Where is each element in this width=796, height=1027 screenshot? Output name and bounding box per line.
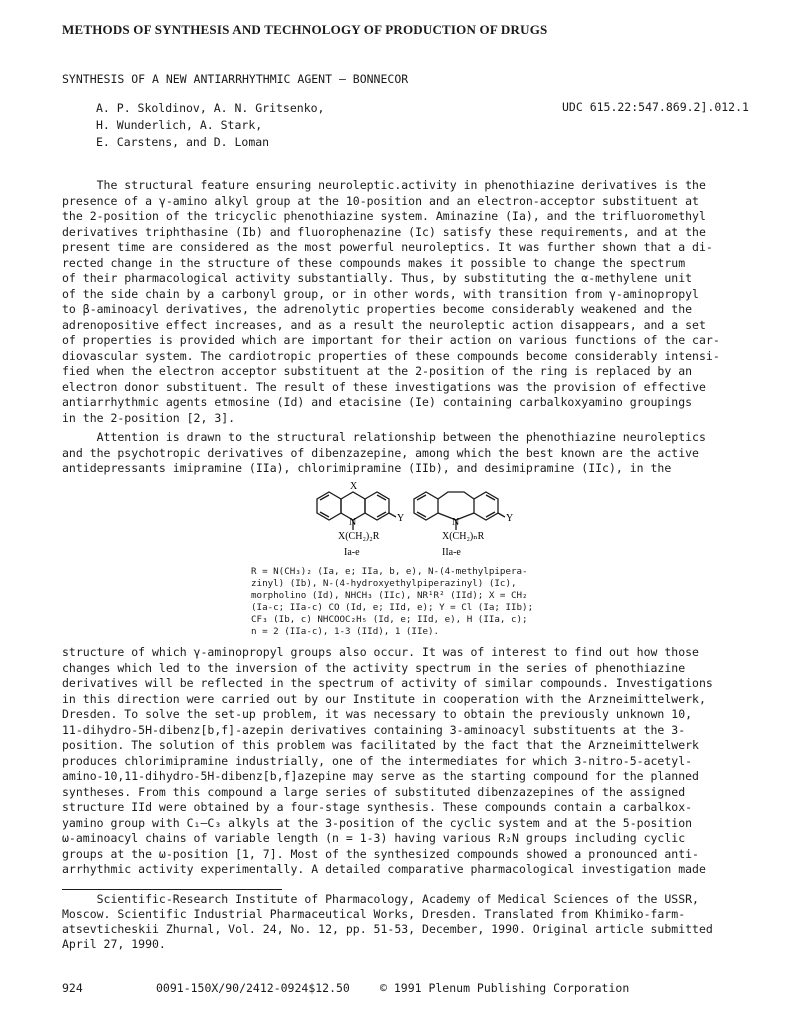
text-line: groups at the ω-position [1, 7]. Most of the synthesized compounds showed a pronounced anti-: [62, 846, 699, 861]
structure-legend: [251, 566, 533, 638]
text-line: and the psychotropic derivatives of dibenzazepine, among which the best known are the active: [62, 445, 699, 460]
ring-atom-n-2: N: [452, 517, 460, 528]
legend-line: n = 2 (IIa-c), 1-3 (IId), 1 (IIe).: [251, 626, 440, 637]
legend-line: (Ia-c; IIa-c) CO (Id, e; IId, e); Y = Cl (Ia; IIb);: [251, 602, 534, 613]
text-line: amino-10,11-dihydro-5H-dibenz[b,f]azepine may serve as the starting compound for the planned: [62, 769, 699, 783]
author-line: A. P. Skoldinov, A. N. Gritsenko,: [96, 101, 325, 115]
text-line: derivatives triphthasine (Ib) and fluorophenazine (Ic) satisfy these requirements, and at the: [62, 224, 706, 239]
text-line: of the side chain by a carbonyl group, or in other words, with transition from γ-aminopropyl: [62, 286, 699, 301]
text-line: present time are considered as the most powerful neuroleptics. It was further shown that a di-: [62, 240, 713, 254]
text-line: changes which led to the inversion of the activity spectrum in the series of phenothiazine: [62, 660, 686, 675]
footnote-line: Moscow. Scientific Industrial Pharmaceutical Works, Dresden. Translated from Khimiko-farm-: [62, 907, 686, 921]
text-line: structure of which γ-aminopropyl groups also occur. It was of interest to find out how those: [62, 645, 699, 659]
structure-label-2: IIa-e: [442, 547, 461, 558]
substituent-y: Y: [397, 513, 405, 524]
text-line: ω-aminoacyl chains of variable length (n = 1-3) having various R₂N groups including cyclic: [62, 831, 686, 845]
footnote-divider: [62, 889, 282, 890]
text-line: of properties is provided which are important for their action on various functions of the car-: [62, 333, 720, 347]
text-line: The structural feature ensuring neuroleptic.activity in phenothiazine derivatives is the: [62, 178, 706, 192]
footnote-line: April 27, 1990.: [62, 937, 166, 951]
issn-price: 0091-150X/90/2412-0924$12.50: [156, 981, 350, 995]
dibenzazepine-structure: [414, 492, 505, 530]
author-list: [96, 100, 324, 151]
footnote-line: atsevticheskii Zhurnal, Vol. 24, No. 12, pp. 51-53, December, 1990. Original article submitted: [62, 922, 713, 936]
text-line: structure IId were obtained by a four-stage synthesis. These compounds contain a carbalkox-: [62, 800, 693, 814]
body-paragraph-2: [62, 430, 762, 477]
text-line: yamino group with C₁–C₃ alkyls at the 3-position of the cyclic system and at the 5-position: [62, 815, 693, 830]
text-line: presence of a γ-amino alkyl group at the 10-position and an electron-acceptor substituent at: [62, 193, 699, 208]
legend-line: CF₃ (Ib, c) NHCOOC₂H₅ (Id, e; IId, e), H (IIa, c);: [251, 614, 528, 625]
text-line: fied when the electron acceptor substituent at the 2-position of the ring is replaced by an: [62, 364, 693, 378]
page-number: 924: [62, 981, 83, 995]
text-line: antiarrhythmic agents etmosine (Id) and etacisine (Ie) containing carbalkoxyamino groupings: [62, 395, 693, 409]
structure-label-1: Ia-e: [344, 547, 360, 558]
text-line: rected change in the structure of these compounds makes it possible to change the spectrum: [62, 255, 686, 270]
text-line: syntheses. From this compound a large series of substituted dibenzazepines of the assigned: [62, 784, 686, 799]
footnote-line: Scientific-Research Institute of Pharmacology, Academy of Medical Sciences of the USSR,: [62, 892, 699, 906]
copyright-notice: © 1991 Plenum Publishing Corporation: [380, 981, 630, 995]
chemical-structures-figure: [300, 478, 550, 562]
text-line: position. The solution of this problem was facilitated by the fact that the Arzneimittelwerk: [62, 738, 699, 752]
substituent-y-2: Y: [506, 513, 514, 524]
text-line: to β-aminoacyl derivatives, the adrenolytic properties become considerably weakened and the: [62, 302, 693, 316]
text-line: the 2-position of the tricyclic phenothiazine system. Aminazine (Ia), and the trifluoromethyl: [62, 209, 706, 223]
side-chain-label-2: X(CH₂)ₙR: [442, 531, 485, 542]
udc-code: UDC 615.22:547.869.2].012.1: [562, 100, 749, 114]
text-line: Attention is drawn to the structural relationship between the phenothiazine neuroleptics: [62, 430, 706, 444]
journal-section-header: METHODS OF SYNTHESIS AND TECHNOLOGY OF PRODUCTION OF DRUGS: [62, 22, 548, 37]
article-title: SYNTHESIS OF A NEW ANTIARRHYTHMIC AGENT — BONNECOR: [62, 72, 409, 86]
side-chain-label: X(CH₂)₂R: [338, 531, 380, 542]
affiliation-footnote: [62, 892, 762, 952]
body-paragraph-3: [62, 645, 762, 878]
legend-line: R = N(CH₃)₂ (Ia, e; IIa, b, e), N-(4-methylpipera-: [251, 566, 528, 577]
text-line: Dresden. To solve the set-up problem, it was necessary to obtain the previously unknown 10,: [62, 707, 693, 721]
text-line: electron donor substituent. The result of these investigations was the provision of effective: [62, 379, 706, 394]
legend-line: zinyl) (Ib), N-(4-hydroxyethylpiperazinyl) (Ic),: [251, 578, 517, 589]
ring-atom-n: N: [349, 517, 357, 528]
ring-atom-x: X: [350, 481, 358, 492]
author-line: H. Wunderlich, A. Stark,: [96, 118, 263, 132]
text-line: diovascular system. The cardiotropic properties of these compounds become considerably intensi-: [62, 348, 720, 363]
legend-line: morpholino (Id), NHCH₃ (IIc), NR¹R² (IId); X = CH₂: [251, 590, 528, 601]
text-line: derivatives will be reflected in the spectrum of activity of similar compounds. Investigations: [62, 676, 713, 690]
author-line: E. Carstens, and D. Loman: [96, 135, 270, 149]
text-line: 11-dihydro-5H-dibenz[b,f]-azepin derivatives containing 3-aminoacyl substituents at the 3-: [62, 722, 686, 737]
text-line: of their pharmacological activity substantially. Thus, by substituting the α-methylene unit: [62, 271, 693, 285]
text-line: adrenopositive effect increases, and as a result the neuroleptic action disappears, and a set: [62, 317, 706, 332]
phenothiazine-structure: [317, 492, 396, 530]
text-line: produces chlorimipramine industrially, one of the intermediates for which 3-nitro-5-acetyl-: [62, 753, 693, 768]
text-line: in this direction were carried out by our Institute in cooperation with the Arzneimittelwerk,: [62, 691, 706, 706]
body-paragraph-1: [62, 178, 762, 426]
text-line: arrhythmic activity experimentally. A detailed comparative pharmacological investigation made: [62, 862, 706, 876]
text-line: antidepressants imipramine (IIa), chlorimipramine (IIb), and desimipramine (IIc), in the: [62, 461, 672, 475]
text-line: in the 2-position [2, 3].: [62, 410, 236, 425]
